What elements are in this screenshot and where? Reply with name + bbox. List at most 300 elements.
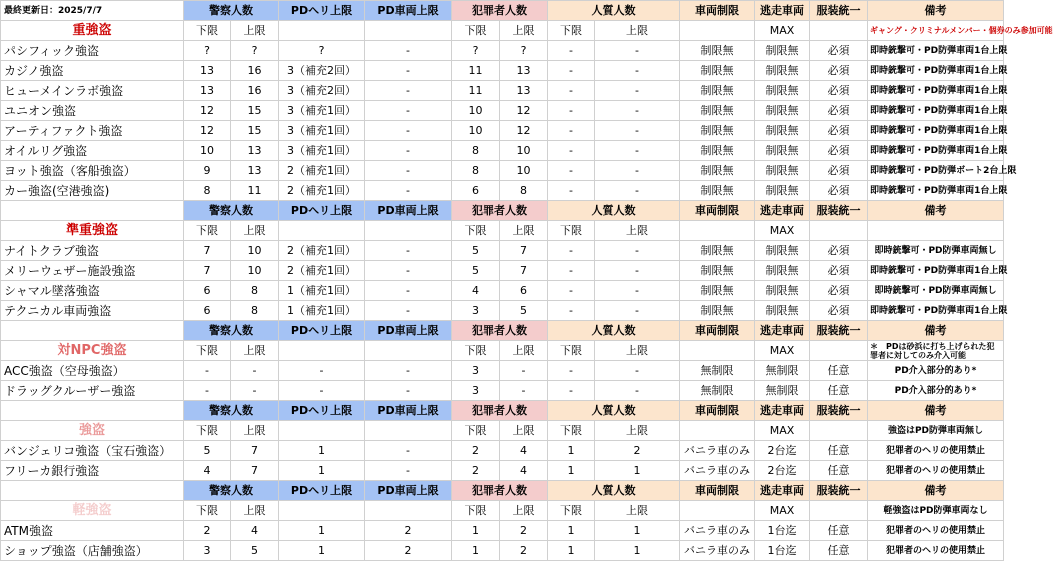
header-escape-vehicle: 逃走車両 bbox=[755, 481, 810, 501]
table-row bbox=[1, 521, 1004, 541]
criminal-min: 5 bbox=[452, 261, 500, 281]
escape-vehicle: 無制限 bbox=[755, 381, 810, 401]
police-max-label: 上限 bbox=[231, 21, 279, 41]
pd-vehicle-limit: - bbox=[365, 381, 452, 401]
criminal-max: 2 bbox=[500, 541, 548, 561]
heist-name: パシフィック強盗 bbox=[1, 41, 184, 61]
heist-name: ヨット強盗（客船強盗） bbox=[1, 161, 184, 181]
header-criminals: 犯罪者人数 bbox=[452, 481, 548, 501]
vehicle-limit: 制限無 bbox=[680, 241, 755, 261]
criminal-min: 11 bbox=[452, 61, 500, 81]
vehicle-limit: 制限無 bbox=[680, 101, 755, 121]
criminal-max: - bbox=[500, 381, 548, 401]
section-subheader-row bbox=[1, 501, 1004, 521]
police-max: 10 bbox=[231, 261, 279, 281]
pd-vehicle-limit: - bbox=[365, 301, 452, 321]
police-max: - bbox=[231, 361, 279, 381]
note: 即時銃撃可・PD防弾車両1台上限 bbox=[868, 301, 1004, 321]
heist-name: シャマル墜落強盗 bbox=[1, 281, 184, 301]
note: 犯罪者のヘリの使用禁止 bbox=[868, 441, 1004, 461]
pd-vehicle-limit: - bbox=[365, 241, 452, 261]
pd-vehicle-limit: - bbox=[365, 461, 452, 481]
uniform: 必須 bbox=[810, 181, 868, 201]
pd-heli-limit: - bbox=[279, 381, 365, 401]
uniform: 必須 bbox=[810, 61, 868, 81]
police-min: 6 bbox=[184, 281, 231, 301]
section-header-row bbox=[1, 481, 1004, 501]
blank-cell bbox=[365, 221, 452, 241]
uniform: 必須 bbox=[810, 41, 868, 61]
section-note bbox=[868, 221, 1004, 241]
pd-heli-limit: 3（補充1回） bbox=[279, 141, 365, 161]
table-row bbox=[1, 61, 1004, 81]
police-min: 13 bbox=[184, 61, 231, 81]
hostage-max-label: 上限 bbox=[595, 21, 680, 41]
criminal-max-label: 上限 bbox=[500, 501, 548, 521]
escape-vehicle: 制限無 bbox=[755, 281, 810, 301]
blank-cell bbox=[680, 21, 755, 41]
hostage-max: - bbox=[595, 381, 680, 401]
heist-name: オイルリグ強盗 bbox=[1, 141, 184, 161]
header-pd-heli: PDヘリ上限 bbox=[279, 481, 365, 501]
blank-cell bbox=[365, 421, 452, 441]
hostage-max: - bbox=[595, 161, 680, 181]
blank-cell bbox=[365, 501, 452, 521]
pd-heli-limit: 3（補充2回） bbox=[279, 81, 365, 101]
blank-cell bbox=[810, 21, 868, 41]
police-min-label: 下限 bbox=[184, 341, 231, 361]
pd-vehicle-limit: - bbox=[365, 141, 452, 161]
escape-max-label: MAX bbox=[755, 341, 810, 361]
header-police: 警察人数 bbox=[184, 1, 279, 21]
criminal-max-label: 上限 bbox=[500, 421, 548, 441]
police-min: 4 bbox=[184, 461, 231, 481]
table-row bbox=[1, 101, 1004, 121]
section-header-row bbox=[1, 201, 1004, 221]
header-vehicle-limit: 車両制限 bbox=[680, 321, 755, 341]
hostage-min: 1 bbox=[548, 541, 595, 561]
header-pd-vehicle: PD車両上限 bbox=[365, 481, 452, 501]
uniform: 必須 bbox=[810, 81, 868, 101]
heist-name: ショップ強盗（店舗強盗） bbox=[1, 541, 184, 561]
note: 即時銃撃可・PD防弾車両1台上限 bbox=[868, 141, 1004, 161]
criminal-max: 6 bbox=[500, 281, 548, 301]
hostage-max-label: 上限 bbox=[595, 501, 680, 521]
pd-vehicle-limit: - bbox=[365, 41, 452, 61]
blank-cell bbox=[1, 321, 184, 341]
vehicle-limit: 制限無 bbox=[680, 61, 755, 81]
criminal-max: ? bbox=[500, 41, 548, 61]
police-max: 11 bbox=[231, 181, 279, 201]
heist-name: バンジェリコ強盗（宝石強盗） bbox=[1, 441, 184, 461]
criminal-min: ? bbox=[452, 41, 500, 61]
pd-vehicle-limit: - bbox=[365, 121, 452, 141]
police-max-label: 上限 bbox=[231, 341, 279, 361]
hostage-max: 1 bbox=[595, 541, 680, 561]
vehicle-limit: 制限無 bbox=[680, 261, 755, 281]
blank-cell bbox=[810, 341, 868, 361]
police-max: 16 bbox=[231, 81, 279, 101]
note: 即時銃撃可・PD防弾車両1台上限 bbox=[868, 41, 1004, 61]
table-row bbox=[1, 261, 1004, 281]
escape-vehicle: 無制限 bbox=[755, 361, 810, 381]
section-header-row bbox=[1, 401, 1004, 421]
police-min: 12 bbox=[184, 101, 231, 121]
criminal-max-label: 上限 bbox=[500, 341, 548, 361]
criminal-min-label: 下限 bbox=[452, 221, 500, 241]
police-min: 6 bbox=[184, 301, 231, 321]
escape-vehicle: 制限無 bbox=[755, 261, 810, 281]
section-subheader-row bbox=[1, 221, 1004, 241]
blank-cell bbox=[680, 221, 755, 241]
blank-cell bbox=[279, 21, 365, 41]
police-min-label: 下限 bbox=[184, 21, 231, 41]
criminal-min: 2 bbox=[452, 461, 500, 481]
heist-name: ヒューメインラボ強盗 bbox=[1, 81, 184, 101]
hostage-max: - bbox=[595, 241, 680, 261]
criminal-min: 8 bbox=[452, 141, 500, 161]
table-row bbox=[1, 541, 1004, 561]
blank-cell bbox=[1, 401, 184, 421]
note: 即時銃撃可・PD防弾車両1台上限 bbox=[868, 181, 1004, 201]
table-row bbox=[1, 161, 1004, 181]
section-header-row bbox=[1, 1, 1004, 21]
blank-cell bbox=[365, 21, 452, 41]
note: 犯罪者のヘリの使用禁止 bbox=[868, 461, 1004, 481]
criminal-max: 13 bbox=[500, 81, 548, 101]
table-row bbox=[1, 241, 1004, 261]
hostage-max: - bbox=[595, 41, 680, 61]
vehicle-limit: 無制限 bbox=[680, 381, 755, 401]
criminal-max: 7 bbox=[500, 241, 548, 261]
police-max: - bbox=[231, 381, 279, 401]
header-vehicle-limit: 車両制限 bbox=[680, 201, 755, 221]
table-row bbox=[1, 181, 1004, 201]
escape-vehicle: 制限無 bbox=[755, 181, 810, 201]
note: 即時銃撃可・PD防弾車両無し bbox=[868, 241, 1004, 261]
criminal-max: 10 bbox=[500, 141, 548, 161]
heist-name: ユニオン強盗 bbox=[1, 101, 184, 121]
pd-heli-limit: - bbox=[279, 361, 365, 381]
pd-vehicle-limit: - bbox=[365, 61, 452, 81]
blank-cell bbox=[810, 501, 868, 521]
header-hostages: 人質人数 bbox=[548, 1, 680, 21]
pd-vehicle-limit: 2 bbox=[365, 521, 452, 541]
hostage-max: - bbox=[595, 101, 680, 121]
uniform: 任意 bbox=[810, 441, 868, 461]
section-note: ＊ PDは砂浜に打ち上げられた犯罪者に対してのみ介入可能 bbox=[868, 341, 1004, 361]
note: PD介入部分的あり* bbox=[868, 381, 1004, 401]
uniform: 必須 bbox=[810, 161, 868, 181]
pd-vehicle-limit: 2 bbox=[365, 541, 452, 561]
criminal-max: 4 bbox=[500, 461, 548, 481]
header-uniform: 服装統一 bbox=[810, 481, 868, 501]
hostage-min-label: 下限 bbox=[548, 221, 595, 241]
note: 犯罪者のヘリの使用禁止 bbox=[868, 541, 1004, 561]
hostage-min: - bbox=[548, 361, 595, 381]
header-notes: 備考 bbox=[868, 401, 1004, 421]
header-uniform: 服装統一 bbox=[810, 401, 868, 421]
hostage-min: - bbox=[548, 261, 595, 281]
section-subheader-row bbox=[1, 21, 1004, 41]
header-hostages: 人質人数 bbox=[548, 321, 680, 341]
hostage-max: - bbox=[595, 121, 680, 141]
pd-vehicle-limit: - bbox=[365, 161, 452, 181]
vehicle-limit: 制限無 bbox=[680, 121, 755, 141]
header-notes: 備考 bbox=[868, 321, 1004, 341]
header-pd-vehicle: PD車両上限 bbox=[365, 1, 452, 21]
criminal-min: 10 bbox=[452, 121, 500, 141]
criminal-max: - bbox=[500, 361, 548, 381]
blank-cell bbox=[810, 421, 868, 441]
section-note: ギャング・クリミナルメンバー・個券のみ参加可能 bbox=[868, 21, 1004, 41]
section-subheader-row bbox=[1, 421, 1004, 441]
pd-heli-limit: 1 bbox=[279, 521, 365, 541]
criminal-max-label: 上限 bbox=[500, 21, 548, 41]
police-max-label: 上限 bbox=[231, 501, 279, 521]
header-police: 警察人数 bbox=[184, 401, 279, 421]
pd-heli-limit: 2（補充1回） bbox=[279, 161, 365, 181]
heist-name: カジノ強盗 bbox=[1, 61, 184, 81]
pd-heli-limit: 1 bbox=[279, 541, 365, 561]
police-min: 7 bbox=[184, 261, 231, 281]
uniform: 任意 bbox=[810, 461, 868, 481]
header-notes: 備考 bbox=[868, 1, 1004, 21]
blank-cell bbox=[279, 341, 365, 361]
header-pd-vehicle: PD車両上限 bbox=[365, 401, 452, 421]
escape-vehicle: 制限無 bbox=[755, 141, 810, 161]
police-max: 16 bbox=[231, 61, 279, 81]
hostage-min: - bbox=[548, 161, 595, 181]
escape-vehicle: 2台迄 bbox=[755, 461, 810, 481]
police-max: 13 bbox=[231, 161, 279, 181]
criminal-min: 2 bbox=[452, 441, 500, 461]
hostage-max-label: 上限 bbox=[595, 221, 680, 241]
blank-cell bbox=[680, 341, 755, 361]
criminal-min: 3 bbox=[452, 301, 500, 321]
header-pd-heli: PDヘリ上限 bbox=[279, 401, 365, 421]
hostage-max-label: 上限 bbox=[595, 421, 680, 441]
hostage-min: - bbox=[548, 381, 595, 401]
header-uniform: 服装統一 bbox=[810, 1, 868, 21]
uniform: 必須 bbox=[810, 301, 868, 321]
escape-vehicle: 制限無 bbox=[755, 301, 810, 321]
escape-max-label: MAX bbox=[755, 501, 810, 521]
header-uniform: 服装統一 bbox=[810, 321, 868, 341]
pd-vehicle-limit: - bbox=[365, 101, 452, 121]
vehicle-limit: バニラ車のみ bbox=[680, 441, 755, 461]
escape-vehicle: 制限無 bbox=[755, 121, 810, 141]
heist-name: テクニカル車両強盗 bbox=[1, 301, 184, 321]
note: 即時銃撃可・PD防弾車両無し bbox=[868, 281, 1004, 301]
police-max: 8 bbox=[231, 301, 279, 321]
vehicle-limit: 制限無 bbox=[680, 301, 755, 321]
police-min: 2 bbox=[184, 521, 231, 541]
header-police: 警察人数 bbox=[184, 481, 279, 501]
header-hostages: 人質人数 bbox=[548, 201, 680, 221]
note: 即時銃撃可・PD防弾ボート2台上限 bbox=[868, 161, 1004, 181]
table-row bbox=[1, 141, 1004, 161]
table-row bbox=[1, 81, 1004, 101]
uniform: 必須 bbox=[810, 281, 868, 301]
table-row bbox=[1, 441, 1004, 461]
criminal-min: 11 bbox=[452, 81, 500, 101]
escape-vehicle: 制限無 bbox=[755, 61, 810, 81]
header-pd-heli: PDヘリ上限 bbox=[279, 321, 365, 341]
hostage-max: - bbox=[595, 261, 680, 281]
hostage-max: - bbox=[595, 301, 680, 321]
police-min: 3 bbox=[184, 541, 231, 561]
hostage-min: - bbox=[548, 61, 595, 81]
escape-vehicle: 制限無 bbox=[755, 101, 810, 121]
criminal-min-label: 下限 bbox=[452, 421, 500, 441]
escape-vehicle: 制限無 bbox=[755, 41, 810, 61]
header-escape-vehicle: 逃走車両 bbox=[755, 201, 810, 221]
table-row bbox=[1, 281, 1004, 301]
hostage-max: 1 bbox=[595, 461, 680, 481]
pd-heli-limit: 3（補充1回） bbox=[279, 101, 365, 121]
uniform: 任意 bbox=[810, 541, 868, 561]
police-max: 10 bbox=[231, 241, 279, 261]
hostage-min: - bbox=[548, 181, 595, 201]
note: 即時銃撃可・PD防弾車両1台上限 bbox=[868, 101, 1004, 121]
table-row bbox=[1, 121, 1004, 141]
blank-cell bbox=[279, 501, 365, 521]
criminal-max: 10 bbox=[500, 161, 548, 181]
header-escape-vehicle: 逃走車両 bbox=[755, 401, 810, 421]
criminal-min-label: 下限 bbox=[452, 501, 500, 521]
escape-vehicle: 2台迄 bbox=[755, 441, 810, 461]
vehicle-limit: 制限無 bbox=[680, 161, 755, 181]
police-max: 7 bbox=[231, 441, 279, 461]
header-police: 警察人数 bbox=[184, 201, 279, 221]
hostage-min: - bbox=[548, 241, 595, 261]
note: 犯罪者のヘリの使用禁止 bbox=[868, 521, 1004, 541]
table-row bbox=[1, 361, 1004, 381]
criminal-max: 13 bbox=[500, 61, 548, 81]
header-criminals: 犯罪者人数 bbox=[452, 401, 548, 421]
hostage-min-label: 下限 bbox=[548, 421, 595, 441]
uniform: 必須 bbox=[810, 101, 868, 121]
vehicle-limit: 制限無 bbox=[680, 181, 755, 201]
blank-cell bbox=[810, 221, 868, 241]
header-police: 警察人数 bbox=[184, 321, 279, 341]
escape-max-label: MAX bbox=[755, 21, 810, 41]
criminal-max: 4 bbox=[500, 441, 548, 461]
police-min: 5 bbox=[184, 441, 231, 461]
pd-heli-limit: 2（補充1回） bbox=[279, 181, 365, 201]
criminal-min: 1 bbox=[452, 521, 500, 541]
pd-heli-limit: 1 bbox=[279, 441, 365, 461]
section-title: 軽強盗 bbox=[1, 501, 184, 521]
hostage-max-label: 上限 bbox=[595, 341, 680, 361]
last-updated: 最終更新日：2025/7/7 bbox=[1, 1, 184, 21]
police-max-label: 上限 bbox=[231, 221, 279, 241]
vehicle-limit: 無制限 bbox=[680, 361, 755, 381]
section-header-row bbox=[1, 321, 1004, 341]
pd-heli-limit: 3（補充2回） bbox=[279, 61, 365, 81]
blank-cell bbox=[279, 421, 365, 441]
police-min: 10 bbox=[184, 141, 231, 161]
note: 即時銃撃可・PD防弾車両1台上限 bbox=[868, 121, 1004, 141]
heist-name: ナイトクラブ強盗 bbox=[1, 241, 184, 261]
header-pd-heli: PDヘリ上限 bbox=[279, 1, 365, 21]
pd-vehicle-limit: - bbox=[365, 281, 452, 301]
police-min: 9 bbox=[184, 161, 231, 181]
hostage-min: - bbox=[548, 301, 595, 321]
police-max: 5 bbox=[231, 541, 279, 561]
hostage-min-label: 下限 bbox=[548, 341, 595, 361]
section-subheader-row bbox=[1, 341, 1004, 361]
police-min: - bbox=[184, 361, 231, 381]
pd-heli-limit: ? bbox=[279, 41, 365, 61]
heist-name: アーティファクト強盗 bbox=[1, 121, 184, 141]
header-vehicle-limit: 車両制限 bbox=[680, 1, 755, 21]
hostage-min: 1 bbox=[548, 441, 595, 461]
hostage-min: - bbox=[548, 101, 595, 121]
pd-heli-limit: 2（補充1回） bbox=[279, 241, 365, 261]
uniform: 必須 bbox=[810, 241, 868, 261]
criminal-min: 6 bbox=[452, 181, 500, 201]
criminal-max: 12 bbox=[500, 101, 548, 121]
heist-name: フリーカ銀行強盗 bbox=[1, 461, 184, 481]
escape-vehicle: 1台迄 bbox=[755, 541, 810, 561]
note: 即時銃撃可・PD防弾車両1台上限 bbox=[868, 61, 1004, 81]
section-note: 軽強盗はPD防弾車両なし bbox=[868, 501, 1004, 521]
hostage-min-label: 下限 bbox=[548, 21, 595, 41]
criminal-min-label: 下限 bbox=[452, 341, 500, 361]
escape-vehicle: 制限無 bbox=[755, 161, 810, 181]
pd-heli-limit: 1（補充1回） bbox=[279, 301, 365, 321]
hostage-min: - bbox=[548, 141, 595, 161]
heist-name: ATM強盗 bbox=[1, 521, 184, 541]
header-criminals: 犯罪者人数 bbox=[452, 201, 548, 221]
note: 即時銃撃可・PD防弾車両1台上限 bbox=[868, 81, 1004, 101]
pd-vehicle-limit: - bbox=[365, 181, 452, 201]
note: 即時銃撃可・PD防弾車両1台上限 bbox=[868, 261, 1004, 281]
criminal-min: 4 bbox=[452, 281, 500, 301]
hostage-max: - bbox=[595, 181, 680, 201]
pd-heli-limit: 3（補充1回） bbox=[279, 121, 365, 141]
header-criminals: 犯罪者人数 bbox=[452, 321, 548, 341]
hostage-min-label: 下限 bbox=[548, 501, 595, 521]
criminal-min: 10 bbox=[452, 101, 500, 121]
section-title: 重強盗 bbox=[1, 21, 184, 41]
vehicle-limit: バニラ車のみ bbox=[680, 541, 755, 561]
pd-heli-limit: 1 bbox=[279, 461, 365, 481]
police-min-label: 下限 bbox=[184, 221, 231, 241]
pd-vehicle-limit: - bbox=[365, 261, 452, 281]
uniform: 必須 bbox=[810, 121, 868, 141]
pd-vehicle-limit: - bbox=[365, 361, 452, 381]
police-min: - bbox=[184, 381, 231, 401]
heist-name: ACC強盗（空母強盗） bbox=[1, 361, 184, 381]
header-escape-vehicle: 逃走車両 bbox=[755, 1, 810, 21]
police-max: 7 bbox=[231, 461, 279, 481]
header-escape-vehicle: 逃走車両 bbox=[755, 321, 810, 341]
police-max: 15 bbox=[231, 101, 279, 121]
escape-vehicle: 制限無 bbox=[755, 81, 810, 101]
police-max: 15 bbox=[231, 121, 279, 141]
hostage-max: - bbox=[595, 141, 680, 161]
hostage-max: 2 bbox=[595, 441, 680, 461]
blank-cell bbox=[680, 421, 755, 441]
police-max: 8 bbox=[231, 281, 279, 301]
police-min: 8 bbox=[184, 181, 231, 201]
header-notes: 備考 bbox=[868, 481, 1004, 501]
header-hostages: 人質人数 bbox=[548, 481, 680, 501]
hostage-min: - bbox=[548, 121, 595, 141]
